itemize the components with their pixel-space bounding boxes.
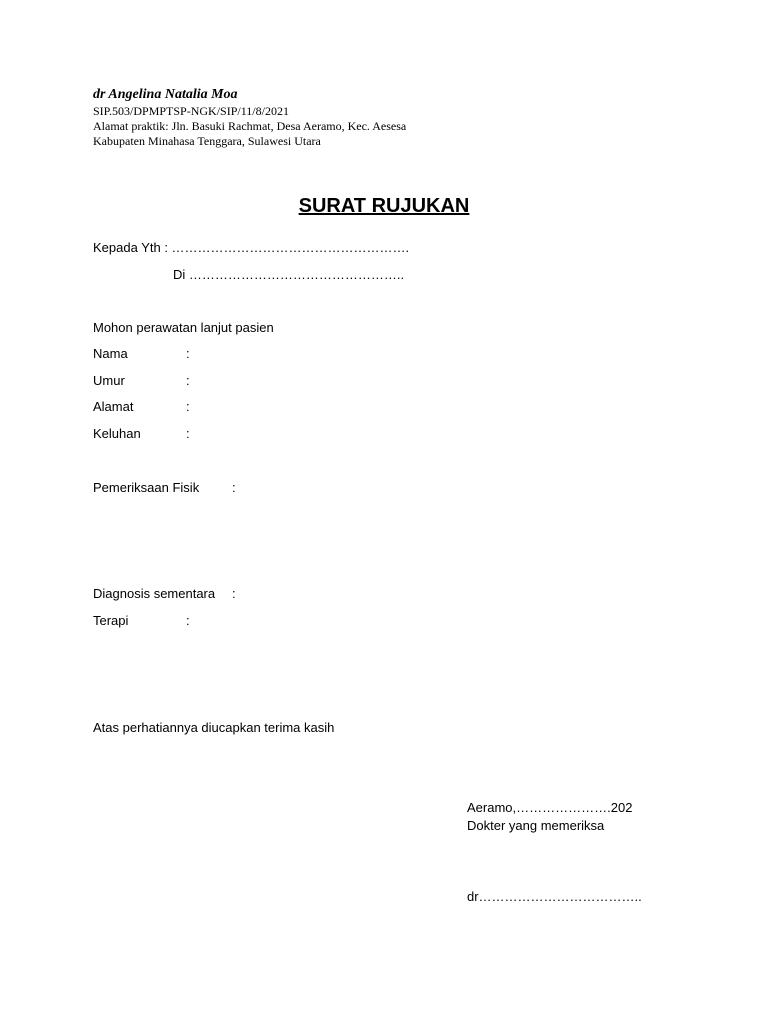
field-label-terapi: Terapi (93, 613, 129, 628)
field-label-diagnosis: Diagnosis sementara (93, 586, 216, 601)
recipient-location-line: Di ………………………………………….. (173, 267, 405, 282)
field-colon: : (186, 373, 190, 388)
closing-text: Atas perhatiannya diucapkan terima kasih (93, 720, 335, 735)
practice-address: Alamat praktik: Jln. Basuki Rachmat, Desa Aeramo, Kec. Aesesa (93, 119, 407, 133)
regency-province: Kabupaten Minahasa Tenggara, Sulawesi Utara (93, 134, 321, 148)
doctor-signature-line: dr……………………………….. (467, 889, 642, 904)
field-label-pemeriksaan-fisik: Pemeriksaan Fisik (93, 480, 200, 495)
document-title: SURAT RUJUKAN (298, 195, 470, 217)
field-label-umur: Umur (93, 373, 125, 388)
field-label-nama: Nama (93, 346, 128, 361)
field-colon: : (186, 346, 190, 361)
intro-text: Mohon perawatan lanjut pasien (93, 320, 274, 335)
field-colon: : (186, 399, 190, 414)
examining-doctor-label: Dokter yang memeriksa (467, 818, 605, 833)
field-colon: : (186, 613, 190, 628)
place-date-line: Aeramo,………………….202 (467, 800, 633, 815)
sip-number: SIP.503/DPMPTSP-NGK/SIP/11/8/2021 (93, 104, 289, 118)
field-label-keluhan: Keluhan (93, 426, 141, 441)
field-label-alamat: Alamat (93, 399, 134, 414)
doctor-name: dr Angelina Natalia Moa (93, 87, 238, 102)
field-colon: : (232, 480, 236, 495)
field-colon: : (232, 586, 236, 601)
field-colon: : (186, 426, 190, 441)
recipient-line: Kepada Yth : ………………………………………………. (93, 240, 410, 255)
